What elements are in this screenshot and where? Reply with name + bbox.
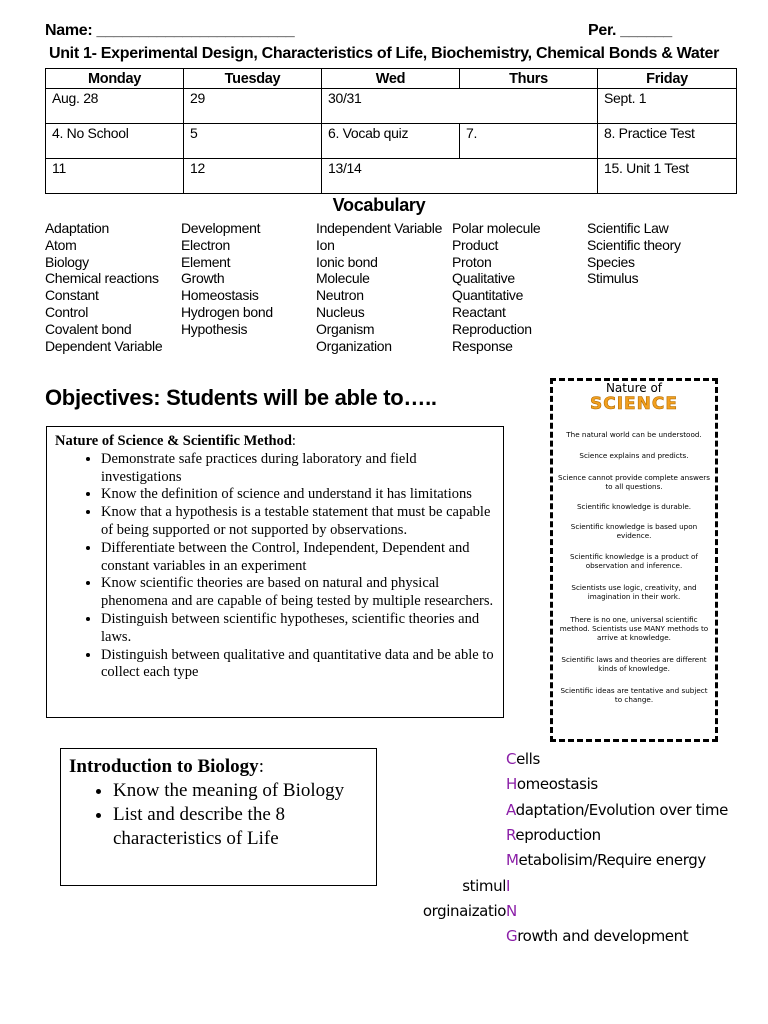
vocab-term: Development bbox=[181, 220, 261, 236]
characteristic-letter: N bbox=[506, 901, 517, 920]
vocab-term: Hypothesis bbox=[181, 320, 248, 337]
card-science-word: SCIENCE bbox=[590, 394, 678, 414]
characteristic-row bbox=[506, 801, 728, 819]
characteristic-row bbox=[506, 851, 706, 869]
nos-heading-colon: : bbox=[291, 433, 296, 449]
vocab-term: Dependent Variable bbox=[45, 337, 163, 354]
objective-item: • Differentiate between the Control, Independent, Dependent and constant variables in an experiment bbox=[101, 540, 495, 576]
characteristic-row bbox=[506, 927, 688, 945]
card-item: Scientific knowledge is durable. bbox=[576, 502, 692, 511]
card-item: There is no one, universal scientific method. Scientists use MANY methods to arrive at knowledge. bbox=[559, 615, 709, 642]
vocab-term: Hydrogen bond bbox=[181, 303, 273, 320]
vocab-term: Proton bbox=[452, 253, 492, 270]
nos-heading-line bbox=[55, 433, 495, 451]
vocabulary-title: Vocabulary bbox=[332, 195, 426, 215]
vocab-term: Molecule bbox=[316, 270, 370, 287]
objective-item: • Know the meaning of Biology bbox=[113, 779, 368, 803]
calendar-cell: 29 bbox=[184, 89, 322, 124]
card-item: Science explains and predicts. bbox=[579, 451, 689, 460]
vocab-term: Ionic bond bbox=[316, 253, 378, 270]
characteristic-letter: G bbox=[506, 927, 518, 946]
characteristic-suffix: eproduction bbox=[515, 825, 601, 844]
day-header-thurs: Thurs bbox=[460, 69, 598, 89]
characteristic-letter: H bbox=[506, 775, 517, 794]
calendar-cell: 12 bbox=[184, 159, 322, 194]
vocab-column-3 bbox=[316, 220, 442, 354]
vocab-term: Growth bbox=[181, 270, 225, 287]
objective-item: • Distinguish between qualitative and quantitative data and be able to collect each type bbox=[101, 647, 495, 683]
calendar-cell: 11 bbox=[46, 159, 184, 194]
characteristic-suffix: omeostasis bbox=[516, 775, 598, 794]
calendar-cell: Aug. 28 bbox=[46, 89, 184, 124]
vocab-term: Homeostasis bbox=[181, 287, 259, 304]
vocab-column-4 bbox=[452, 220, 540, 354]
objective-item: • Know scientific theories are based on natural and physical phenomena and are capable of being tested by multiple researchers. bbox=[101, 575, 495, 611]
characteristic-letter: R bbox=[506, 825, 516, 844]
vocab-term: Polar molecule bbox=[452, 220, 541, 236]
vocab-column-1 bbox=[45, 220, 162, 354]
calendar-cell: 8. Practice Test bbox=[598, 124, 737, 159]
characteristic-prefix: orginaizatio bbox=[422, 901, 506, 920]
vocab-term: Biology bbox=[45, 253, 89, 270]
nature-of-science-objectives-box bbox=[46, 426, 504, 718]
vocab-term: Reactant bbox=[452, 303, 506, 320]
vocab-column-5 bbox=[587, 220, 681, 287]
calendar-cell: 4. No School bbox=[46, 124, 184, 159]
unit-title: Unit 1- Experimental Design, Characteristics of Life, Biochemistry, Chemical Bonds & Water bbox=[48, 45, 720, 62]
vocab-term: Element bbox=[181, 253, 231, 270]
characteristic-letter: M bbox=[506, 851, 519, 870]
vocab-term: Neutron bbox=[316, 287, 364, 304]
vocab-term: Nucleus bbox=[316, 303, 365, 320]
characteristic-row bbox=[506, 775, 598, 793]
card-title: Nature of bbox=[605, 381, 663, 395]
nos-heading: Nature of Science & Scientific Method bbox=[55, 433, 292, 449]
bio-objective-list bbox=[69, 779, 368, 851]
characteristic-letter: A bbox=[506, 800, 516, 819]
vocab-term: Organization bbox=[316, 337, 392, 354]
bio-heading-line bbox=[69, 755, 368, 779]
card-item: Scientific ideas are tentative and subject to change. bbox=[560, 686, 708, 704]
nos-objective-list bbox=[55, 451, 495, 682]
characteristic-prefix: stimul bbox=[462, 876, 506, 895]
day-header-tuesday: Tuesday bbox=[184, 69, 322, 89]
characteristic-suffix: rowth and development bbox=[517, 927, 689, 946]
characteristic-letter: C bbox=[506, 750, 517, 768]
vocab-term: Product bbox=[452, 236, 499, 253]
characteristic-row bbox=[423, 902, 517, 920]
card-item: Science cannot provide complete answers to all questions. bbox=[558, 473, 710, 491]
vocab-term: Scientific Law bbox=[587, 220, 669, 236]
vocab-term: Qualitative bbox=[452, 270, 515, 287]
characteristic-letter: I bbox=[506, 876, 511, 895]
calendar-cell: 15. Unit 1 Test bbox=[598, 159, 737, 194]
objective-item: • Distinguish between scientific hypotheses, scientific theories and laws. bbox=[101, 611, 495, 647]
characteristic-row bbox=[506, 826, 601, 844]
vocab-term: Ion bbox=[316, 236, 335, 253]
vocab-term: Response bbox=[452, 337, 513, 354]
vocab-column-2 bbox=[181, 220, 273, 338]
vocab-term: Control bbox=[45, 303, 89, 320]
calendar-cell: 13/14 bbox=[322, 159, 598, 194]
calendar-week-row bbox=[46, 89, 737, 124]
vocab-term: Independent Variable bbox=[316, 220, 443, 236]
vocab-term: Covalent bond bbox=[45, 320, 132, 337]
objective-item: • List and describe the 8 characteristics of Life bbox=[113, 803, 368, 851]
calendar-header-row bbox=[46, 69, 737, 89]
objective-item: • Know that a hypothesis is a testable statement that must be capable of being supported or not supported by observations. bbox=[101, 504, 495, 540]
card-item: The natural world can be understood. bbox=[566, 430, 702, 439]
card-item: Scientists use logic, creativity, and imagination in their work. bbox=[571, 583, 697, 601]
nature-of-science-card bbox=[550, 378, 718, 742]
card-item: Scientific laws and theories are different kinds of knowledge. bbox=[561, 655, 707, 673]
day-header-wed: Wed bbox=[322, 69, 460, 89]
calendar-cell: 5 bbox=[184, 124, 322, 159]
name-field-label: Name: _______________________ bbox=[45, 22, 295, 39]
characteristic-suffix: etabolisim/Require energy bbox=[518, 851, 706, 870]
calendar-cell: 7. bbox=[460, 124, 598, 159]
vocab-term: Electron bbox=[181, 236, 230, 253]
calendar-week-row bbox=[46, 124, 737, 159]
vocab-term: Reproduction bbox=[452, 320, 532, 337]
card-item: Scientific knowledge is based upon evidence. bbox=[570, 522, 698, 540]
intro-biology-objectives-box bbox=[60, 748, 377, 886]
bio-heading: Introduction to Biology bbox=[69, 756, 259, 777]
vocab-term: Chemical reactions bbox=[45, 270, 159, 287]
vocab-term: Constant bbox=[45, 287, 99, 304]
vocab-term: Organism bbox=[316, 320, 375, 337]
characteristic-suffix: ells bbox=[516, 750, 540, 768]
vocab-term: Atom bbox=[45, 236, 77, 253]
objectives-title: Objectives: Students will be able to….. bbox=[45, 385, 437, 410]
bio-heading-colon: : bbox=[258, 756, 264, 777]
day-header-friday: Friday bbox=[598, 69, 737, 89]
calendar-cell: 30/31 bbox=[322, 89, 598, 124]
calendar-week-row bbox=[46, 159, 737, 194]
day-header-monday: Monday bbox=[46, 69, 184, 89]
vocab-term: Scientific theory bbox=[587, 236, 681, 253]
objective-item: • Demonstrate safe practices during laboratory and field investigations bbox=[101, 451, 495, 487]
calendar-table bbox=[45, 68, 737, 194]
objective-item: • Know the definition of science and understand it has limitations bbox=[101, 486, 495, 504]
vocab-term: Quantitative bbox=[452, 287, 524, 304]
vocab-term: Species bbox=[587, 253, 635, 270]
calendar-cell: Sept. 1 bbox=[598, 89, 737, 124]
vocab-term: Stimulus bbox=[587, 270, 639, 287]
characteristic-row bbox=[462, 877, 510, 895]
card-item: Scientific knowledge is a product of observation and inference. bbox=[570, 552, 698, 570]
characteristic-row bbox=[506, 750, 540, 768]
characteristic-suffix: daptation/Evolution over time bbox=[515, 800, 728, 819]
period-field-label: Per. ______ bbox=[588, 22, 672, 39]
vocab-term: Adaptation bbox=[45, 220, 109, 236]
calendar-cell: 6. Vocab quiz bbox=[322, 124, 460, 159]
